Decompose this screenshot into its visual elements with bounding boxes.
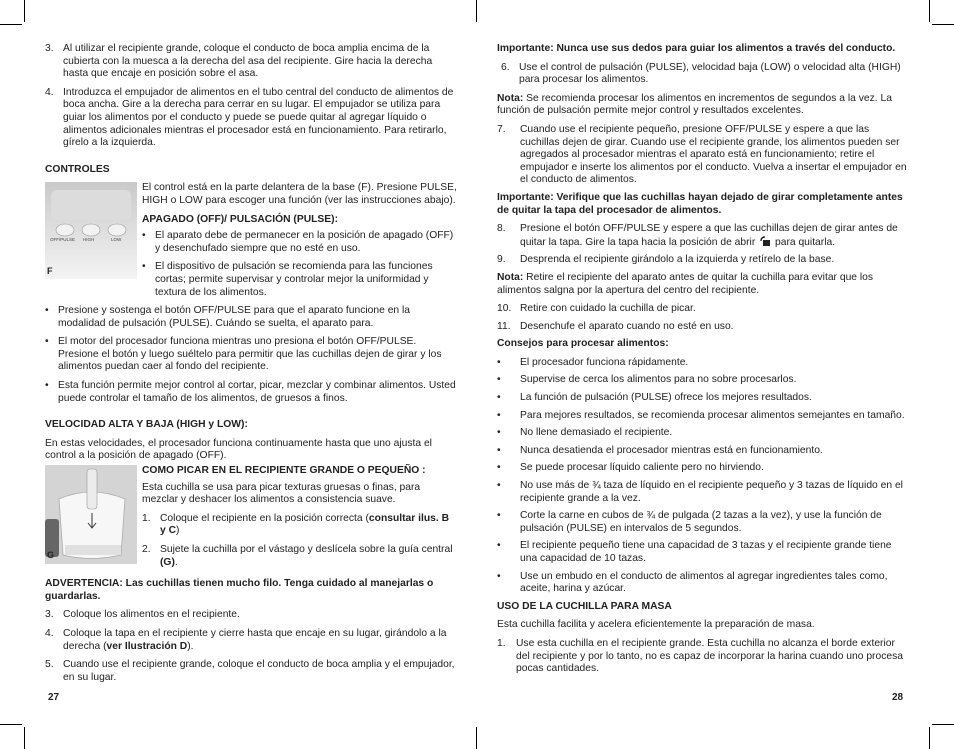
list-item: • No llene demasiado el recipiente. [497,427,673,439]
crop-mark [476,0,477,22]
list-item: • Para mejores resultados, se recomienda procesar alimentos semejantes en tamaño. [497,409,905,421]
importante-2: Importante: Verifique que las cuchillas hayan dejado de girar completamente antes de quitar la tapa del procesador de alimentos. [497,191,903,216]
list-item: • El dispositivo de pulsación se recomienda para las funciones cortas; permite supervisar y controlar mejor la uniformidad y textura de los alimentos. [142,261,433,298]
picar-step-1: 1. Coloque el recipiente en la posición correcta (consultar ilus. B y C) [142,512,450,537]
figure-label: G [47,550,55,561]
picar-text: Esta cuchilla se usa para picar texturas gruesas o finas, para mezclar y deshacer los alimentos a consistencia suave. [142,481,421,506]
controles-heading: CONTROLES [45,163,110,175]
list-item: • Esta función permite mejor control al cortar, picar, mezclar y combinar alimentos. Usted puede controlar el tamaño de los alimentos, de gruesos a finos. [45,380,456,404]
step-7: 7. Cuando use el recipiente pequeño, presione OFF/PULSE y espere a que las cuchillas dejen de girar. Cuando use el recipiente grande, los alimentos pueden ser agregados al procesador mientras el aparato está en funcionamiento; retire el empujador e inserte los alimentos por el conducto. Vuelva a insertar el empujador en el conducto de alimentos. [497,123,907,186]
list-item: • Se puede procesar líquido caliente pero no hirviendo. [497,462,764,474]
unlock-icon [758,236,772,246]
importante-1: Importante: Nunca use sus dedos para guiar los alimentos a través del conducto. [497,43,896,54]
consejos-heading: Consejos para procesar alimentos: [497,338,669,350]
list-item: • No use más de ¾ taza de líquido en el recipiente pequeño y 3 tazas de líquido en el recipiente grande a la vez. [497,480,903,504]
step-11: 11. Desenchufe el aparato cuando no esté en uso. [497,320,734,332]
list-item: • Presione y sostenga el botón OFF/PULSE para que el aparato funcione en la modalidad de pulsación (PULSE). Cuándo se suelta, el aparato para. [45,305,411,329]
fig-f-button-label: LOW [111,237,122,243]
figure-f [45,182,137,279]
fig-f-button-label: HIGH [83,237,95,243]
step-4b: 4. Coloque la tapa en el recipiente y cierre hasta que encaje en su lugar, girándolo a la derecha (ver Ilustración D). [45,627,447,652]
list-item: • Use un embudo en el conducto de alimentos al agregar ingredientes tales como, aceite, harina y azúcar. [497,570,888,595]
page-number-right: 28 [892,692,904,703]
list-item: • El motor del procesador funciona mientras uno presiona el botón OFF/PULSE. Presione el botón y luego suéltelo para permitir que las cuchillas dejen de girar y los alimentos puedan caer al fondo del recipiente. [45,336,442,373]
crop-mark [0,24,22,25]
picar-step-2: 2. Sujete la cuchilla por el vástago y deslícela sobre la guía central (G). [142,544,453,568]
step-10: 10. Retire con cuidado la cuchilla de picar. [497,303,696,315]
list-item: • Corte la carne en cubos de ¾ de pulgada (2 tazas a la vez), y use la función de pulsación (PULSE) en intervalos de 5 segundos. [497,510,882,534]
masa-heading: USO DE LA CUCHILLA PARA MASA [497,600,672,612]
food-processor-base-image [45,182,137,279]
crop-mark [0,724,22,725]
crop-mark [24,727,25,749]
nota-1: Nota: Se recomienda procesar los alimentos en incrementos de segundos a la vez. La función de pulsación permite mejor control y resultados excelentes. [497,92,892,117]
masa-text: Esta cuchilla facilita y acelera eficientemente la preparación de masa. [497,619,815,631]
list-item: • Supervise de cerca los alimentos para no sobre procesarlos. [497,374,797,386]
crop-mark [929,0,930,22]
list-item: • El aparato debe de permanecer en la posición de apagado (OFF) y desenchufado siempre que no esté en uso. [142,230,454,254]
fig-f-button-label: OFF/PULSE [50,237,76,243]
velocidad-heading: VELOCIDAD ALTA Y BAJA (HIGH y LOW): [45,419,248,431]
list-item: • Nunca desatienda el procesador mientras está en funcionamiento. [497,444,823,456]
controles-intro: El control está en la parte delantera de la base (F). Presione PULSE, HIGH o LOW para escoger una función (ver las instrucciones abajo). [142,182,457,206]
crop-mark [932,724,954,725]
nota-2: Nota: Retire el recipiente del aparato antes de quitar la cuchilla para evitar que los alimentos salgna por la apertura del centro del recipiente. [497,271,874,296]
picar-block [45,465,457,575]
chopping-blade-image [45,465,137,564]
crop-mark [929,727,930,749]
step-8: 8. Presione el botón OFF/PULSE y espere a que las cuchillas dejen de girar antes de quitar la tapa. Gire la tapa hacia la posición de abrir para quitarla. [497,223,898,248]
velocidad-text: En estas velocidades, el procesador funciona continuamente hasta que uno ajusta el control a la posición de apagado (OFF). [45,437,432,462]
step-4: 4. Introduzca el empujador de alimentos en el tubo central del conducto de alimentos de boca ancha. Gire a la derecha para cerrar en su lugar. El empujador se utiliza para guiar los alimentos por el conducto y puede se puede quitar al agregar líquido o alimentos adicionales mientras el procesador está en funcionamiento. Para retirarlo, gírelo a la izquierda. [45,86,454,149]
masa-step-1: 1. Use esta cuchilla en el recipiente grande. Esta cuchilla no alcanza el borde exterior del recipiente y por lo tanto, no es capaz de incorporar la harina cuando uno procesa pocas cantidades. [497,637,903,675]
step-3b: 3. Coloque los alimentos en el recipiente. [45,609,240,621]
apagado-heading: APAGADO (OFF)/ PULSACIÓN (PULSE): [142,213,339,225]
figure-label: F [47,265,53,276]
step-3: 3. Al utilizar el recipiente grande, coloque el conducto de boca amplia encima de la cubierta con la muesca a la derecha del asa del recipiente. Gire hacia la derecha hasta que encaje en posición sobre el asa. [45,43,433,80]
step-6: 6. Use el control de pulsación (PULSE), velocidad baja (LOW) o velocidad alta (HIGH) para procesar los alimentos. [501,61,901,86]
step-5b: 5. Cuando use el recipiente grande, coloque el conducto de boca amplia y el empujador, en su lugar. [45,659,455,683]
crop-mark [24,0,25,22]
list-item: • El recipiente pequeño tiene una capacidad de 3 tazas y el recipiente grande tiene una capacidad de 10 tazas. [497,540,892,564]
figure-g [45,465,137,564]
list-item: • La función de pulsación (PULSE) ofrece los mejores resultados. [497,392,812,404]
picar-heading: COMO PICAR EN EL RECIPIENTE GRANDE O PEQUEÑO : [142,465,426,477]
controles-block [45,182,457,305]
crop-mark [476,727,477,749]
step-9: 9. Desprenda el recipiente girándolo a la izquierda y retírelo de la base. [497,254,835,266]
page-number-left: 27 [48,692,60,703]
crop-mark [932,24,954,25]
page-right [497,43,911,681]
advertencia: ADVERTENCIA: Las cuchillas tienen mucho filo. Tenga cuidado al manejarlas o guardarlas. [45,578,434,602]
list-item: • El procesador funciona rápidamente. [497,356,689,368]
page-left [45,43,457,690]
